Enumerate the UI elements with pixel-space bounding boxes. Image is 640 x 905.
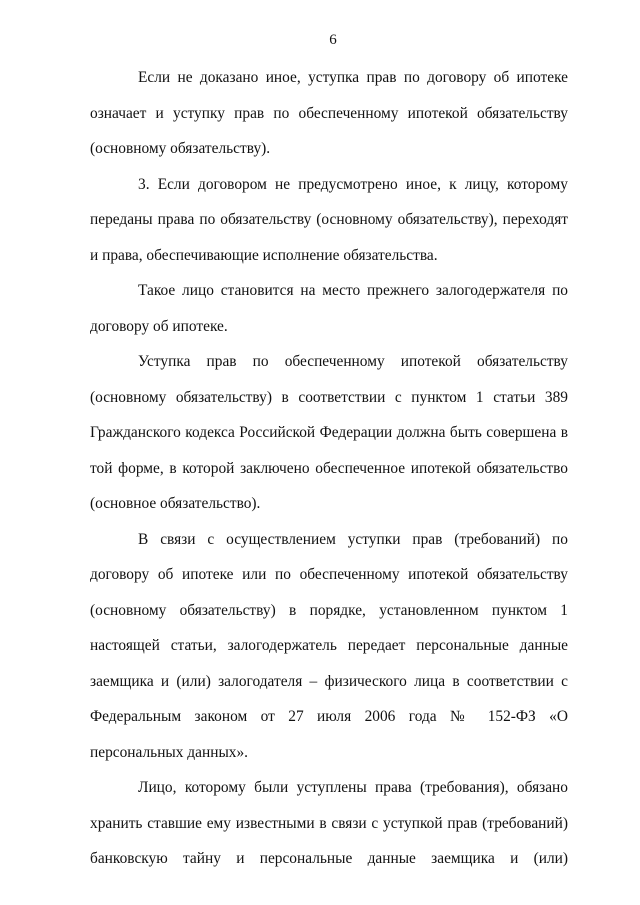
paragraph-personal-data-transfer: В связи с осуществлением уступки прав (требований) по договору об ипотеке или по обеспеченному ипотекой обязательству (основному обязательству) в порядке, установленном пунктом 1 настоящей статьи, залогодержатель передает персональные данные заемщика и (или) залогодателя – физического лица в соответствии с Федеральным законом от 27 июля 2006 года № 152-ФЗ «О персональных данных». (90, 530, 568, 761)
paragraph-assignment-meaning: Если не доказано иное, уступка прав по договору об ипотеке означает и уступку прав по обеспеченному ипотекой обязательству (основному обязательству). (90, 69, 568, 157)
paragraph-assignment-form: Уступка прав по обеспеченному ипотекой обязательству (основному обязательству) в соответствии с пунктом 1 статьи 389 Гражданского кодекса Российской Федерации должна быть совершена в той форме, в которой заключено обеспеченное ипотекой обязательство (основное обязательство). (90, 353, 568, 512)
paragraph-new-pledgee: Такое лицо становится на место прежнего залогодержателя по договору об ипотеке. (90, 282, 568, 335)
paragraph-point-3: 3. Если договором не предусмотрено иное, к лицу, которому переданы права по обязательству (основному обязательству), переходят и права, обеспечивающие исполнение обязательства. (90, 175, 568, 264)
page-number: 6 (329, 32, 337, 48)
paragraph-confidentiality: Лицо, которому были уступлены права (требования), обязано хранить ставшие ему известными в связи с уступкой прав (требований) банковскую тайну и персональные данные заемщика и (или) (90, 779, 568, 867)
